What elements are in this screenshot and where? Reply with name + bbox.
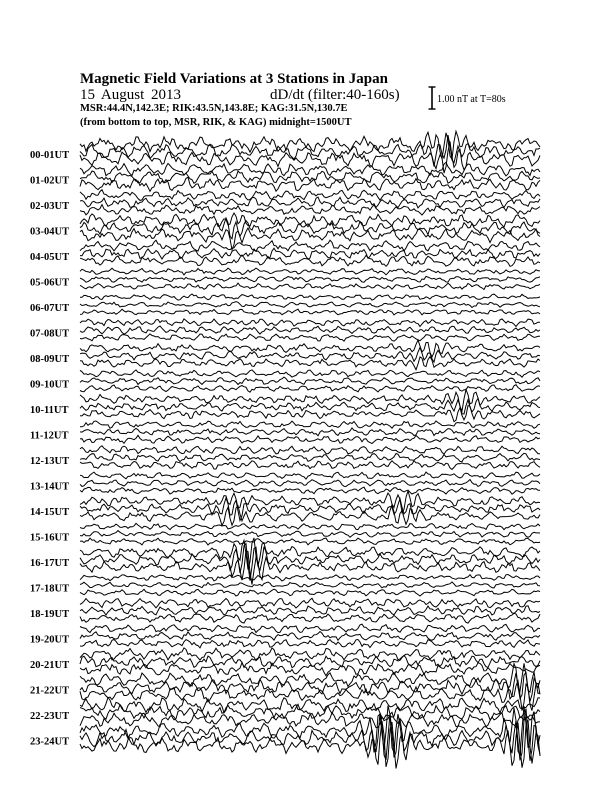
- trace-rik: [80, 606, 540, 615]
- row-label: 04-05UT: [30, 252, 70, 263]
- trace-rik: [80, 673, 540, 702]
- hour-row: [30, 294, 540, 315]
- hour-row: [30, 472, 540, 494]
- hour-row: [30, 340, 540, 370]
- trace-rik: [80, 531, 540, 538]
- trace-kag: [80, 294, 540, 300]
- hour-row: [30, 648, 540, 676]
- trace-rik: [80, 428, 540, 436]
- hour-row: [30, 268, 540, 289]
- row-label: 03-04UT: [30, 226, 70, 238]
- row-label: 00-01UT: [30, 150, 70, 161]
- hour-row: [30, 390, 540, 422]
- hour-row: [30, 698, 540, 728]
- trace-kag: [80, 491, 540, 513]
- trace-rik: [80, 480, 540, 487]
- trace-msr: [80, 283, 540, 289]
- hour-row: [30, 598, 540, 623]
- hour-row: [30, 706, 540, 769]
- trace-rik: [80, 377, 540, 384]
- trace-msr: [80, 334, 540, 341]
- hour-row: [30, 624, 540, 648]
- trace-rik: [80, 197, 540, 208]
- trace-msr: [80, 613, 540, 623]
- component-filter-label: dD/dt (filter:40-160s): [270, 87, 400, 103]
- trace-kag: [80, 446, 540, 454]
- trace-kag: [80, 598, 540, 608]
- hour-row: [30, 240, 540, 266]
- hour-row: [30, 213, 540, 250]
- trace-msr: [80, 406, 540, 422]
- trace-rik: [80, 135, 540, 166]
- row-label: 01-02UT: [30, 175, 70, 187]
- row-label: 16-17UT: [30, 558, 70, 569]
- row-label: 02-03UT: [30, 201, 70, 212]
- trace-rik: [80, 248, 540, 259]
- trace-msr: [80, 538, 540, 545]
- row-label: 20-21UT: [30, 660, 70, 671]
- station-order-note: (from bottom to top, MSR, RIK, & KAG) midnight=1500UT: [80, 117, 352, 128]
- trace-rik: [80, 632, 540, 641]
- row-label: 17-18UT: [30, 583, 70, 595]
- row-label: 14-15UT: [30, 507, 70, 518]
- trace-msr: [80, 177, 540, 191]
- trace-rik: [80, 544, 540, 581]
- row-label: 05-06UT: [30, 277, 70, 289]
- hour-row: [30, 131, 540, 173]
- trace-msr: [80, 309, 540, 315]
- row-label: 21-22UT: [30, 685, 70, 697]
- row-label: 22-23UT: [30, 711, 70, 722]
- trace-kag: [80, 319, 540, 327]
- trace-rik: [80, 326, 540, 334]
- row-label: 11-12UT: [30, 430, 69, 442]
- trace-kag: [80, 190, 540, 201]
- trace-kag: [80, 268, 540, 275]
- trace-msr: [80, 357, 540, 370]
- trace-kag: [80, 421, 540, 428]
- row-label: 19-20UT: [30, 634, 70, 646]
- trace-rik: [80, 453, 540, 461]
- row-label: 07-08UT: [30, 328, 70, 340]
- hour-row: [30, 523, 540, 545]
- trace-kag: [80, 390, 540, 412]
- hour-row: [30, 190, 540, 215]
- row-label: 10-11UT: [30, 405, 69, 416]
- trace-msr: [80, 663, 540, 676]
- trace-rik: [80, 276, 540, 282]
- row-label: 06-07UT: [30, 303, 70, 314]
- trace-msr: [80, 640, 540, 648]
- trace-msr: [80, 385, 540, 393]
- trace-kag: [80, 523, 540, 529]
- date-label: 15 August 2013: [80, 87, 182, 103]
- trace-rik: [80, 348, 540, 363]
- row-label: 13-14UT: [30, 481, 70, 493]
- trace-msr: [80, 589, 540, 596]
- trace-rik: [80, 302, 540, 308]
- hour-row: [30, 370, 540, 392]
- scale-bar-label: 1.00 nT at T=80s: [437, 94, 506, 105]
- row-label: 08-09UT: [30, 354, 70, 365]
- trace-msr: [80, 435, 540, 443]
- hour-row: [30, 162, 540, 191]
- row-label: 18-19UT: [30, 609, 70, 620]
- hour-row: [30, 319, 540, 341]
- hour-row: [30, 421, 540, 444]
- trace-kag: [80, 370, 540, 377]
- trace-msr: [80, 487, 540, 494]
- trace-rik: [80, 498, 540, 521]
- trace-kag: [80, 574, 540, 581]
- trace-msr: [80, 720, 540, 769]
- row-label: 23-24UT: [30, 736, 70, 748]
- station-coordinates: MSR:44.4N,142.3E; RIK:43.5N,143.8E; KAG:31.5N,130.7E: [80, 103, 348, 114]
- hour-row: [30, 574, 540, 596]
- row-label: 09-10UT: [30, 379, 70, 391]
- chart-title: Magnetic Field Variations at 3 Stations in Japan: [80, 71, 388, 87]
- row-label: 12-13UT: [30, 456, 70, 467]
- trace-kag: [80, 624, 540, 633]
- hour-row: [30, 446, 540, 470]
- trace-msr: [80, 712, 540, 727]
- row-label: 15-16UT: [30, 532, 70, 544]
- hour-row: [30, 491, 540, 526]
- hour-row: [30, 538, 540, 585]
- trace-msr: [80, 461, 540, 470]
- trace-rik: [80, 582, 540, 588]
- trace-kag: [80, 472, 540, 479]
